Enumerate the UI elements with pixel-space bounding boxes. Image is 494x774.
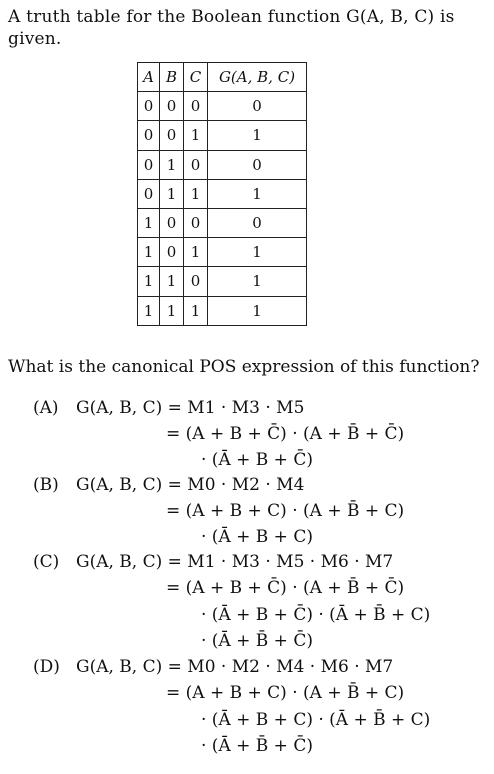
header-b: B <box>160 63 184 92</box>
cell: 0 <box>160 121 184 150</box>
cell: 0 <box>184 267 208 296</box>
option-b-label: (B) <box>33 475 59 495</box>
table-row <box>138 121 307 150</box>
option-a-line-1: G(A, B, C) = M1 · M3 · M5 <box>76 398 305 418</box>
option-c-line-2: = (A + B + C̄) · (A + B̄ + C̄) <box>166 578 405 598</box>
option-a-line-2: = (A + B + C̄) · (A + B̄ + C̄) <box>166 424 405 444</box>
cell: 1 <box>184 296 208 325</box>
cell: 0 <box>208 208 307 237</box>
table-row <box>138 92 307 121</box>
cell: 0 <box>160 238 184 267</box>
question-intro: A truth table for the Boolean function G(A, B, C) is given. <box>8 7 455 49</box>
cell: 1 <box>160 179 184 208</box>
table-row <box>138 208 307 237</box>
table-row <box>138 150 307 179</box>
cell: 1 <box>184 179 208 208</box>
option-c-label: (C) <box>33 552 60 572</box>
cell: 0 <box>138 121 160 150</box>
cell: 0 <box>138 150 160 179</box>
cell: 1 <box>160 267 184 296</box>
option-d-line-4: · (Ā + B̄ + C̄) <box>201 736 313 756</box>
option-d-line-1: G(A, B, C) = M0 · M2 · M4 · M6 · M7 <box>76 657 394 677</box>
header-c: C <box>184 63 208 92</box>
option-b-line-2: = (A + B + C) · (A + B̄ + C) <box>166 501 405 521</box>
cell: 1 <box>160 296 184 325</box>
option-a-label: (A) <box>33 398 59 418</box>
cell: 0 <box>184 208 208 237</box>
cell: 1 <box>138 296 160 325</box>
cell: 1 <box>184 121 208 150</box>
cell: 1 <box>208 121 307 150</box>
table-row <box>138 238 307 267</box>
cell: 0 <box>138 92 160 121</box>
cell: 1 <box>138 238 160 267</box>
table-row <box>138 179 307 208</box>
cell: 1 <box>208 296 307 325</box>
cell: 1 <box>138 208 160 237</box>
option-c-line-3: · (Ā + B + C̄) · (Ā + B̄ + C) <box>201 605 431 625</box>
cell: 0 <box>160 92 184 121</box>
option-a-line-3: · (Ā + B + C̄) <box>201 450 313 470</box>
option-b-line-1: G(A, B, C) = M0 · M2 · M4 <box>76 475 305 495</box>
question-prompt: What is the canonical POS expression of this function? <box>8 357 480 377</box>
header-a: A <box>138 63 160 92</box>
cell: 0 <box>160 208 184 237</box>
option-d-line-3: · (Ā + B + C) · (Ā + B̄ + C) <box>201 710 431 730</box>
table-row <box>138 296 307 325</box>
cell: 1 <box>138 267 160 296</box>
cell: 0 <box>184 150 208 179</box>
option-c-line-4: · (Ā + B̄ + C̄) <box>201 631 313 651</box>
cell: 0 <box>208 92 307 121</box>
option-d-label: (D) <box>33 657 60 677</box>
cell: 1 <box>208 238 307 267</box>
cell: 1 <box>184 238 208 267</box>
table-row <box>138 267 307 296</box>
cell: 1 <box>208 179 307 208</box>
cell: 1 <box>208 267 307 296</box>
cell: 1 <box>160 150 184 179</box>
cell: 0 <box>208 150 307 179</box>
header-g: G(A, B, C) <box>208 63 307 92</box>
table-header-row <box>138 63 307 92</box>
cell: 0 <box>184 92 208 121</box>
option-b-line-3: · (Ā + B + C) <box>201 527 313 547</box>
option-d-line-2: = (A + B + C) · (A + B̄ + C) <box>166 683 405 703</box>
option-c-line-1: G(A, B, C) = M1 · M3 · M5 · M6 · M7 <box>76 552 394 572</box>
truth-table <box>137 62 307 326</box>
cell: 0 <box>138 179 160 208</box>
